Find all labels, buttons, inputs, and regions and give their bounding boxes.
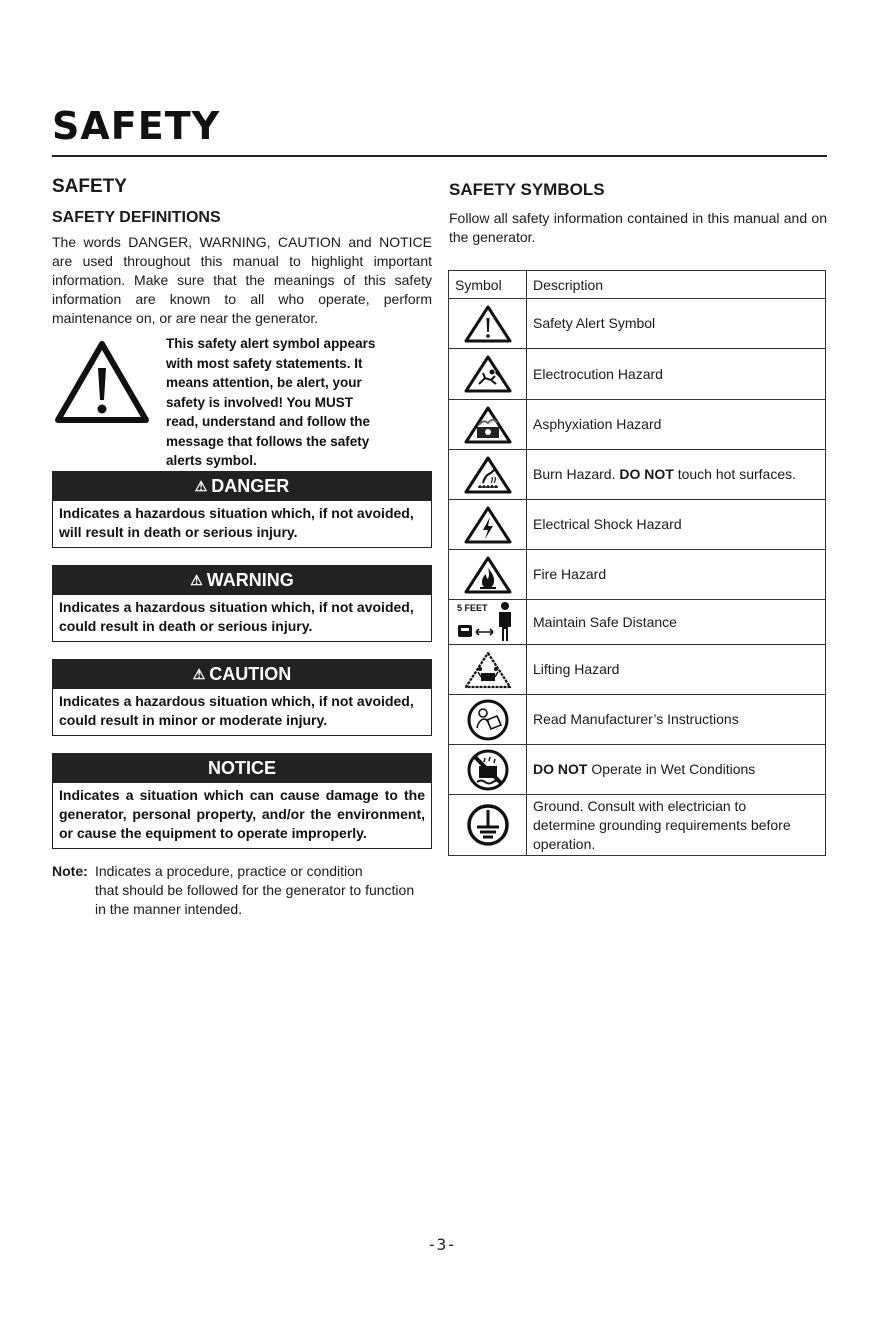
note-line: that should be followed for the generator to function <box>95 882 415 898</box>
definitions-heading: SAFETY DEFINITIONS <box>52 209 221 226</box>
note-block <box>52 862 432 919</box>
alert-symbol-block <box>52 334 432 466</box>
asphyxiation-icon <box>463 405 513 445</box>
caution-line: could result in minor or moderate injury. <box>59 712 328 728</box>
symbol-description: Fire Hazard <box>527 550 826 600</box>
table-row <box>449 349 826 400</box>
notice-header: NOTICE <box>53 754 431 783</box>
note-line: in the manner intended. <box>95 901 243 917</box>
table-header-row <box>449 271 826 299</box>
alert-line: with most safety statements. It <box>166 355 363 371</box>
alert-description <box>166 334 428 471</box>
alert-line: message that follows the safety <box>166 433 370 449</box>
caution-text <box>53 689 431 735</box>
danger-line: will result in death or serious injury. <box>59 524 298 540</box>
symbol-description: Ground. Consult with electrician to determine grounding requirements before operation. <box>527 795 826 856</box>
left-column <box>52 176 432 919</box>
warning-text <box>53 595 431 641</box>
safety-alert-icon <box>463 304 513 344</box>
danger-box <box>52 471 432 548</box>
alert-triangle-icon: ⚠ <box>194 478 208 494</box>
symbol-description: Safety Alert Symbol <box>527 299 826 349</box>
symbol-description: Electrical Shock Hazard <box>527 500 826 550</box>
no-wet-conditions-icon <box>463 748 513 792</box>
caution-line: Indicates a hazardous situation which, if not avoided, <box>59 693 414 709</box>
symbol-description: Electrocution Hazard <box>527 349 826 400</box>
lifting-hazard-icon <box>463 650 513 690</box>
warning-line: could result in death or serious injury. <box>59 618 313 634</box>
alert-line: read, understand and follow the <box>166 414 371 429</box>
danger-text <box>53 501 431 547</box>
table-row <box>449 550 826 600</box>
alert-line: safety is involved! You MUST <box>166 394 354 410</box>
title-divider <box>52 155 827 157</box>
alert-triangle-icon: ⚠ <box>192 666 206 682</box>
right-column <box>449 180 827 247</box>
symbols-intro: Follow all safety information contained in this manual and on the generator. <box>449 210 827 245</box>
table-row <box>449 600 826 645</box>
notice-text: Indicates a situation which can cause damage to the generator, personal property, and/or the environment, or cause the equipment to operate improperly. <box>59 787 425 841</box>
column-header-symbol: Symbol <box>449 271 527 299</box>
note-label: Note: <box>52 863 88 879</box>
danger-label: DANGER <box>211 476 290 496</box>
table-row <box>449 500 826 550</box>
page-number: -3- <box>427 1235 456 1254</box>
symbol-description: DO NOT Operate in Wet Conditions <box>527 745 826 795</box>
fire-hazard-icon <box>463 555 513 595</box>
read-manual-icon <box>463 698 513 742</box>
column-header-description: Description <box>527 271 826 299</box>
table-row <box>449 450 826 500</box>
symbol-description: Asphyxiation Hazard <box>527 400 826 450</box>
definitions-text: The words DANGER, WARNING, CAUTION and NOTICE are used throughout this manual to highlight important information. Make sure that the meanings of this safety information are known to all who operate, perform maintenance on, or are near the generator. <box>52 234 432 326</box>
electrocution-icon <box>463 354 513 394</box>
caution-label: CAUTION <box>209 664 292 684</box>
table-row <box>449 645 826 695</box>
caution-box <box>52 659 432 736</box>
symbol-description: Maintain Safe Distance <box>527 600 826 645</box>
symbols-heading: SAFETY SYMBOLS <box>449 180 605 199</box>
note-line: Indicates a procedure, practice or condition <box>95 863 363 879</box>
symbol-description: Read Manufacturer’s Instructions <box>527 695 826 745</box>
ground-icon <box>463 802 513 848</box>
alert-triangle-icon: ⚠ <box>190 572 203 588</box>
alert-line: This safety alert symbol appears <box>166 336 376 351</box>
page-title: SAFETY <box>52 104 221 148</box>
symbol-description: Lifting Hazard <box>527 645 826 695</box>
danger-header <box>53 472 431 501</box>
electrical-shock-icon <box>463 505 513 545</box>
alert-line: means attention, be alert, your <box>166 375 362 390</box>
safe-distance-icon <box>455 601 521 643</box>
alert-line: alerts symbol. <box>166 453 257 468</box>
table-row <box>449 695 826 745</box>
warning-header <box>53 566 431 595</box>
table-row <box>449 795 826 856</box>
notice-box <box>52 753 432 849</box>
table-row <box>449 400 826 450</box>
warning-label: WARNING <box>206 570 294 590</box>
table-row <box>449 299 826 349</box>
warning-line: Indicates a hazardous situation which, if not avoided, <box>59 599 414 615</box>
table-row <box>449 745 826 795</box>
safe-distance-label: 5 FEET <box>456 603 488 613</box>
danger-line: Indicates a hazardous situation which, if not avoided, <box>59 505 414 521</box>
safety-symbols-table <box>448 270 826 856</box>
symbol-description: Burn Hazard. DO NOT touch hot surfaces. <box>527 450 826 500</box>
burn-hazard-icon <box>463 455 513 495</box>
safety-alert-icon <box>54 340 150 424</box>
warning-box <box>52 565 432 642</box>
section-title: SAFETY <box>52 176 127 197</box>
caution-header <box>53 660 431 689</box>
